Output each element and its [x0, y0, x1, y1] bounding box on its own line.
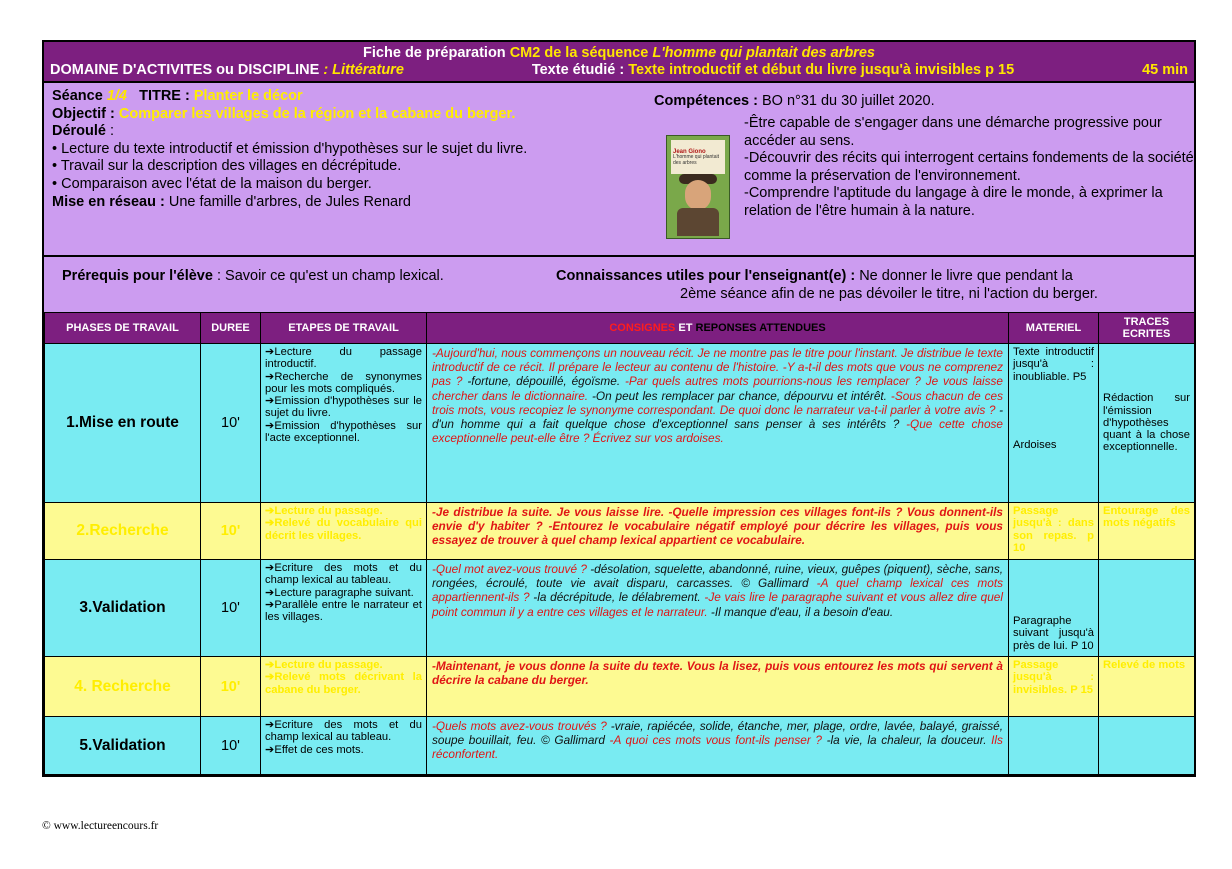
phase-cell: 2.Recherche [45, 503, 201, 560]
duree-cell: 10' [201, 717, 261, 775]
seance-title-line [52, 88, 652, 106]
materiel-item: Texte introductif jusqu'à : inoubliable. P5 [1013, 346, 1094, 383]
consignes-word: CONSIGNES [609, 322, 676, 334]
traces-cell: Rédaction sur l'émission d'hypothèses quant à la chose exceptionnelle. [1099, 344, 1195, 503]
etape-item: ➔Recherche de synonymes pour les mots compliqués. [265, 370, 422, 395]
objectif-line [52, 106, 652, 124]
competences-list [744, 115, 1196, 221]
competence-item: -Comprendre l'aptitude du langage à dire le monde, à exprimer la relation de l'être humain à la nature. [744, 185, 1163, 219]
consigne-text: Ils réconfortent. [432, 733, 1003, 762]
duree-cell: 10' [201, 503, 261, 560]
seance-section [44, 81, 1194, 255]
phase-cell: 5.Validation [45, 717, 201, 775]
lesson-sheet [42, 40, 1196, 777]
materiel-cell: Passage jusqu'à : dans son repas. p 10 [1009, 503, 1099, 560]
consigne-text: -Je vais lire le paragraphe suivant et vous allez dire quel point commun il y a entre ces villages et le narrateur. [432, 590, 1003, 619]
table-row [45, 717, 1195, 775]
traces-cell [1099, 717, 1195, 775]
domain-label: DOMAINE D'ACTIVITES ou DISCIPLINE [50, 62, 324, 78]
etapes-cell [261, 503, 427, 560]
col-header-duree: DUREE [201, 313, 261, 344]
reponse-text: -d'un homme qui a fait quelque chose d'exceptionnel sans penser à ses intérêts ? [432, 402, 1003, 432]
consigne-text: -Aujourd'hui, nous commençons un nouveau récit. Je ne montre pas le titre pour l'instant. Je distribue le texte introductif de ce récit. Il prépare le lecteur au contenu de l'histoire. -Y a-t-il des mots que vous ne comprenez pas ? [432, 346, 1003, 389]
duree-cell: 10' [201, 344, 261, 503]
texte-value: Texte introductif et début du livre jusqu'à invisibles p 15 [628, 62, 1015, 78]
consignes-cell [427, 717, 1009, 775]
phases-table [44, 312, 1195, 775]
prerequis-value: : Savoir ce qu'est un champ lexical. [212, 268, 444, 284]
seance-label: Séance [52, 88, 107, 104]
consigne-text: -Maintenant, je vous donne la suite du texte. Vous la lisez, puis vous entourez les mots qui servent à décrire la cabane du berger. [432, 659, 1003, 688]
cover-author: Jean Giono [673, 149, 706, 155]
traces-cell: Relevé de mots [1099, 657, 1195, 717]
consignes-cell [427, 657, 1009, 717]
table-row [45, 657, 1195, 717]
traces-cell: Entourage des mots négatifs [1099, 503, 1195, 560]
materiel-cell [1009, 717, 1099, 775]
reseau-value: Une famille d'arbres, de Jules Renard [168, 193, 411, 210]
consigne-text: -A quoi ces mots vous font-ils penser ? [609, 733, 827, 748]
header-level: CM2 de la séquence [509, 45, 653, 61]
consignes-cell [427, 503, 1009, 560]
deroule-item: • Travail sur la description des villages en décrépitude. [52, 158, 402, 175]
materiel-cell: Passage jusqu'à : invisibles. P 15 [1009, 657, 1099, 717]
materiel-cell: Paragraphe suivant jusqu'à près de lui. P 10 [1009, 560, 1099, 657]
reseau-label: Mise en réseau : [52, 193, 169, 210]
consigne-text: -A quel champ lexical ces mots appartiennent-ils ? [432, 576, 1003, 605]
header-texte [532, 62, 1014, 79]
deroule-line [52, 123, 652, 141]
col-header-etapes: ETAPES DE TRAVAIL [261, 313, 427, 344]
duree-cell: 10' [201, 560, 261, 657]
col-header-consignes [427, 313, 1009, 344]
reponse-text: -vraie, rapiécée, solide, étanche, mer, plage, ordre, lavée, balayé, graissé, soupe bouillait, feu. © Gallimard [432, 719, 1004, 748]
etapes-cell [261, 560, 427, 657]
reponse-text: -fortune, dépouillé, égoïsme. [467, 374, 625, 389]
et-word: ET [675, 322, 696, 334]
traces-cell [1099, 560, 1195, 657]
competences-bo: BO n°31 du 30 juillet 2020. [761, 93, 935, 109]
header-duration: 45 min [1142, 62, 1188, 78]
phase-cell: 4. Recherche [45, 657, 201, 717]
table-row [45, 503, 1195, 560]
consigne-text: -Quels mots avez-vous trouvés ? [432, 719, 611, 733]
etape-item: ➔Effet de ces mots. [265, 743, 364, 756]
prerequis-eleve [62, 267, 444, 285]
reponse-text: -la vie, la chaleur, la douceur. [826, 733, 992, 748]
competences-label: Compétences : [654, 93, 762, 109]
etape-item: ➔Lecture du passage introductif. [265, 346, 422, 371]
connaissances-value-1: Ne donner le livre que pendant la [859, 268, 1073, 284]
titre-label: TITRE : [139, 88, 194, 104]
seance-left [52, 88, 652, 211]
connaissances-value-2: 2ème séance afin de ne pas dévoiler le titre, ni l'action du berger. [680, 286, 1098, 302]
deroule-colon: : [106, 123, 115, 140]
etapes-cell [261, 657, 427, 717]
header-domain [50, 62, 404, 79]
etape-item: ➔Parallèle entre le narrateur et les villages. [265, 598, 422, 624]
header-line-2 [50, 62, 1188, 79]
seance-value: 1/4 [106, 88, 127, 104]
etape-item: ➔Relevé mots décrivant la cabane du berger. [265, 671, 422, 696]
header-prefix: Fiche de préparation [363, 45, 510, 61]
etape-item: ➔Relevé du vocabulaire qui décrit les villages. [265, 517, 422, 542]
col-header-phases: PHASES DE TRAVAIL [45, 313, 201, 344]
etapes-cell [261, 717, 427, 775]
reseau-line [52, 194, 652, 212]
reponse-text: -la décrépitude, le délabrement. [533, 590, 705, 605]
phase-cell: 1.Mise en route [45, 344, 201, 503]
connaissances-label: Connaissances utiles pour l'enseignant(e) : [556, 268, 860, 284]
table-row [45, 344, 1195, 503]
deroule-item: • Lecture du texte introductif et émission d'hypothèses sur le sujet du livre. [52, 140, 528, 157]
competences-heading [654, 93, 1194, 111]
header-book-title: L'homme qui plantait des arbres [652, 45, 875, 61]
col-header-materiel: MATERIEL [1009, 313, 1099, 344]
reponses-word: REPONSES ATTENDUES [695, 322, 826, 334]
sheet-header [44, 42, 1194, 81]
cover-title: L'homme qui plantait des arbres [673, 154, 719, 166]
etape-item: ➔Emission d'hypothèses sur le sujet du livre. [265, 395, 422, 420]
competence-item: -Être capable de s'engager dans une démarche progressive pour accéder au sens. [744, 115, 1162, 149]
table-header-row [45, 313, 1195, 344]
materiel-item-2: Ardoises [1013, 438, 1057, 451]
cover-coat [677, 208, 719, 236]
texte-label: Texte étudié : [531, 62, 629, 78]
consigne-text: -Sous chacun de ces trois mots, vous recopiez le synonyme correspondant. De quoi donc le narrateur va-t-il parler à votre avis ? [432, 388, 1003, 417]
prerequis-section [44, 255, 1194, 312]
etape-item: ➔Ecriture des mots et du champ lexical au tableau. [265, 719, 422, 744]
prerequis-label: Prérequis pour l'élève [62, 268, 213, 284]
deroule-label: Déroulé [52, 123, 106, 140]
consigne-text: -Quel mot avez-vous trouvé ? [432, 562, 591, 576]
etape-item: ➔Lecture paragraphe suivant. [265, 586, 414, 599]
duree-cell: 10' [201, 657, 261, 717]
etape-item: ➔Ecriture des mots et du champ lexical au tableau. [265, 562, 422, 587]
reponse-text: -On peut les remplacer par chance, dépourvu et intérêt. [591, 388, 891, 403]
consigne-text: -Je distribue la suite. Je vous laisse lire. -Quelle impression ces villages font-ils ? Vous donnent-ils envie d'y habiter ? -Entourez le vocabulaire négatif employé pour décrire les villages, puis vous essayez de trouver à quel champ lexical appartient ce vocabulaire. [432, 505, 1003, 548]
objectif-value: Comparer les villages de la région et la cabane du berger. [118, 105, 516, 122]
col-header-traces: TRACES ECRITES [1099, 313, 1195, 344]
connaissances-enseignant [556, 267, 1192, 303]
materiel-cell [1009, 344, 1099, 503]
deroule-item: • Comparaison avec l'état de la maison du berger. [52, 175, 372, 192]
footer-copyright: © www.lectureencours.fr [42, 820, 159, 832]
competence-item: -Découvrir des récits qui interrogent certains fondements de la société comme la préservation de l'environnement. [744, 150, 1194, 184]
domain-value: : Littérature [323, 62, 404, 78]
titre-value: Planter le décor [193, 88, 303, 104]
table-row [45, 560, 1195, 657]
objectif-label: Objectif : [52, 105, 119, 122]
phase-cell: 3.Validation [45, 560, 201, 657]
consignes-cell [427, 344, 1009, 503]
header-line-1 [50, 45, 1188, 62]
reponse-text: -désolation, squelette, abandonné, ruine, vieux, guêpes (piquent), sèche, sans, rongées, écroulé, toute vie avait disparu, carcasses. © Gallimard [432, 562, 1004, 591]
etapes-cell [261, 344, 427, 503]
book-cover-image [666, 135, 730, 239]
consignes-cell [427, 560, 1009, 657]
reponse-text: -Il manque d'eau, il a besoin d'eau. [710, 604, 894, 619]
etape-item: ➔Lecture du passage. [265, 505, 383, 517]
etape-item: ➔Emission d'hypothèses sur l'acte exceptionnel. [265, 419, 422, 445]
etape-item: ➔Lecture du passage. [265, 659, 383, 671]
consigne-text: -Par quels autres mots pourrions-nous les remplacer ? Je vous laisse chercher dans le dictionnaire. [432, 374, 1003, 403]
consigne-text: -Que cette chose exceptionnelle peut-elle être ? Écrivez sur vos ardoises. [432, 417, 1003, 446]
cover-face [685, 180, 711, 210]
